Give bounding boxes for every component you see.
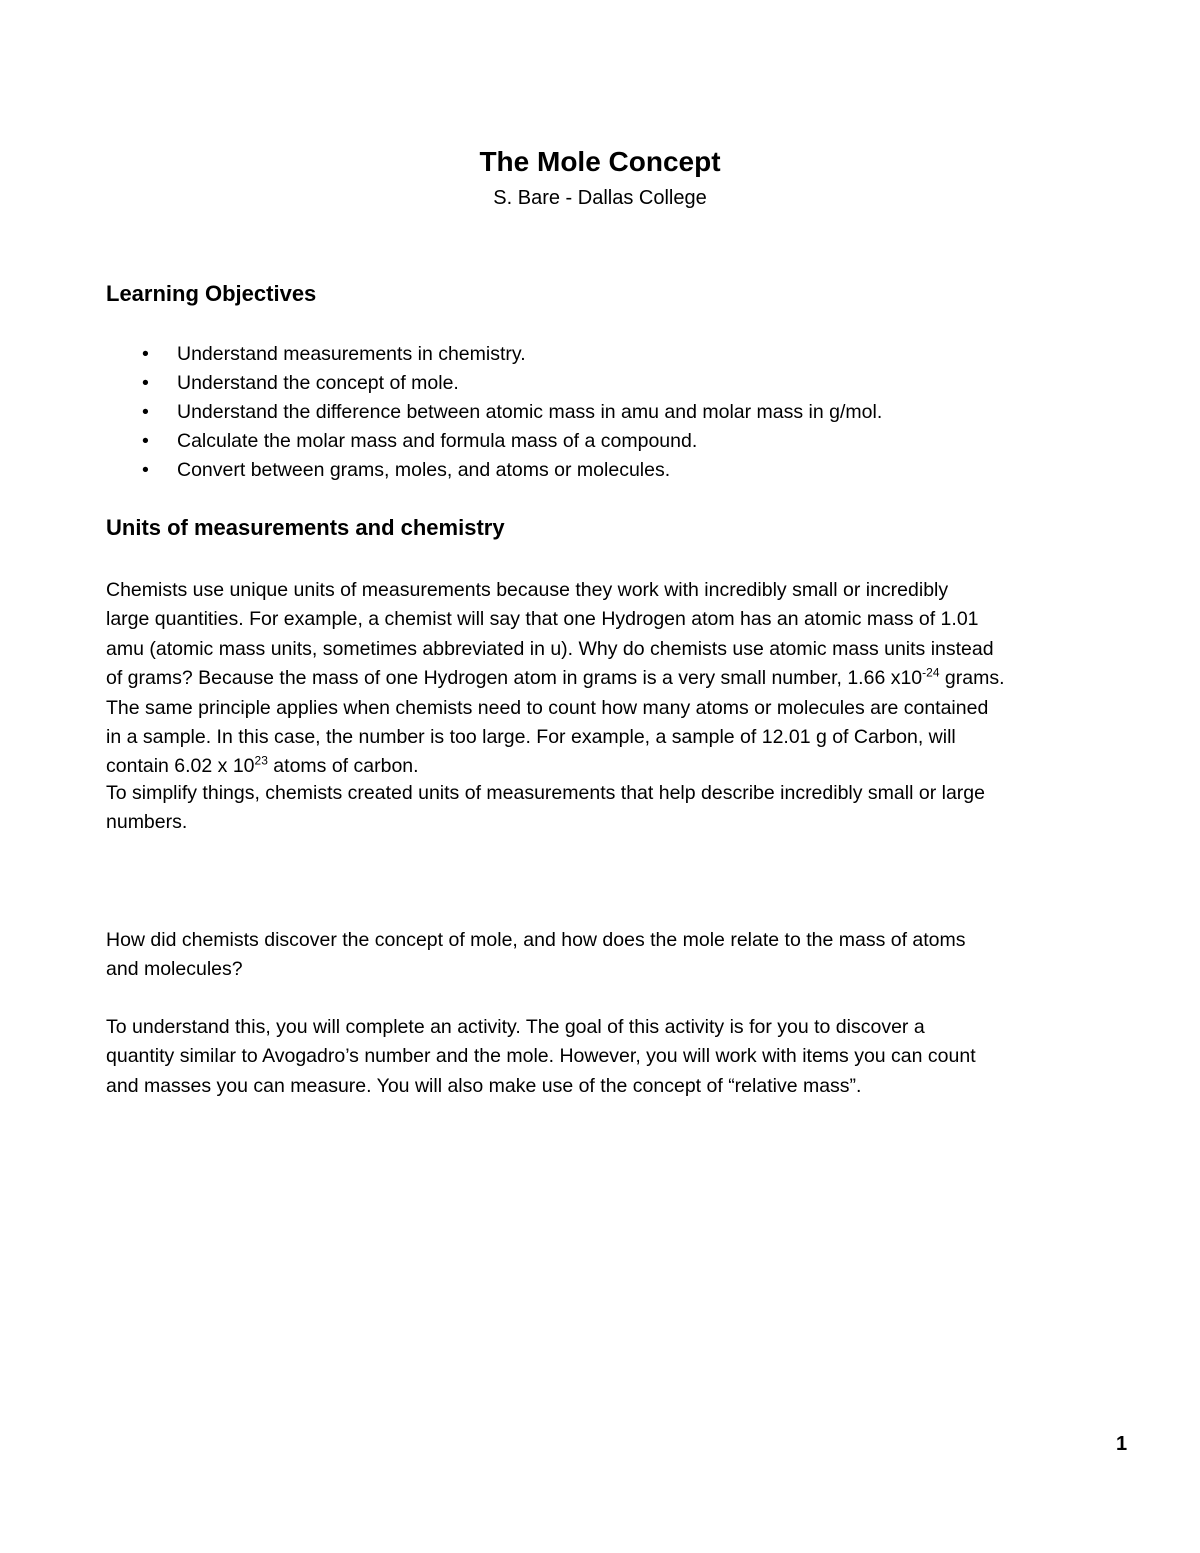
text-line: in a sample. In this case, the number is too large. For example, a sample of 12.01 g of Carbon, will xyxy=(106,726,956,749)
text-line xyxy=(106,664,1096,693)
text-segment: of grams? Because the mass of one Hydrogen atom in grams is a very small number, 1.66 x10 xyxy=(106,667,923,690)
units-paragraph-2 xyxy=(106,779,1096,838)
learning-objectives-list xyxy=(106,340,882,485)
list-item xyxy=(106,340,882,369)
text-line: To understand this, you will complete an activity. The goal of this activity is for you to discover a xyxy=(106,1016,925,1038)
objective-text: Calculate the molar mass and formula mass of a compound. xyxy=(177,430,698,452)
document-author: S. Bare - Dallas College xyxy=(493,187,707,209)
question-paragraph xyxy=(106,926,1096,985)
text-line: Chemists use unique units of measurements because they work with incredibly small or incredibly xyxy=(106,579,949,601)
text-segment: atoms of carbon. xyxy=(267,755,419,778)
bullet-icon: • xyxy=(142,401,149,423)
exponent: 23 xyxy=(254,753,268,768)
text-line: and masses you can measure. You will also make use of the concept of “relative mass”. xyxy=(106,1074,862,1097)
list-item xyxy=(106,456,882,485)
text-segment: contain 6.02 x 10 xyxy=(106,755,255,778)
text-segment: grams. xyxy=(939,667,1005,690)
document-title: The Mole Concept xyxy=(479,146,721,177)
objective-text: Understand the concept of mole. xyxy=(177,372,459,394)
text-line: and molecules? xyxy=(106,958,243,981)
bullet-icon: • xyxy=(142,372,149,394)
text-line: How did chemists discover the concept of mole, and how does the mole relate to the mass of atoms xyxy=(106,929,966,951)
bullet-icon: • xyxy=(142,430,149,452)
text-line xyxy=(106,752,1096,781)
text-line: numbers. xyxy=(106,811,188,834)
list-item xyxy=(106,398,882,427)
objective-text: Understand measurements in chemistry. xyxy=(177,343,526,365)
text-line: large quantities. For example, a chemist will say that one Hydrogen atom has an atomic mass of 1.01 xyxy=(106,608,979,631)
text-line: To simplify things, chemists created units of measurements that help describe incredibly small or large xyxy=(106,782,985,804)
units-section-heading: Units of measurements and chemistry xyxy=(106,515,505,540)
exponent: -24 xyxy=(922,665,940,680)
text-line: The same principle applies when chemists need to count how many atoms or molecules are contained xyxy=(106,696,989,719)
list-item xyxy=(106,427,882,456)
text-line: quantity similar to Avogadro’s number and the mole. However, you will work with items you can count xyxy=(106,1045,976,1068)
activity-paragraph xyxy=(106,1013,1096,1101)
page-number: 1 xyxy=(1116,1433,1128,1455)
bullet-icon: • xyxy=(142,459,149,481)
text-line: amu (atomic mass units, sometimes abbreviated in u). Why do chemists use atomic mass units instead xyxy=(106,637,994,660)
objective-text: Convert between grams, moles, and atoms or molecules. xyxy=(177,459,671,481)
objective-text: Understand the difference between atomic mass in amu and molar mass in g/mol. xyxy=(177,401,883,423)
learning-objectives-heading: Learning Objectives xyxy=(106,281,317,306)
list-item xyxy=(106,369,882,398)
units-paragraph-1 xyxy=(106,576,1096,782)
bullet-icon: • xyxy=(142,343,149,365)
